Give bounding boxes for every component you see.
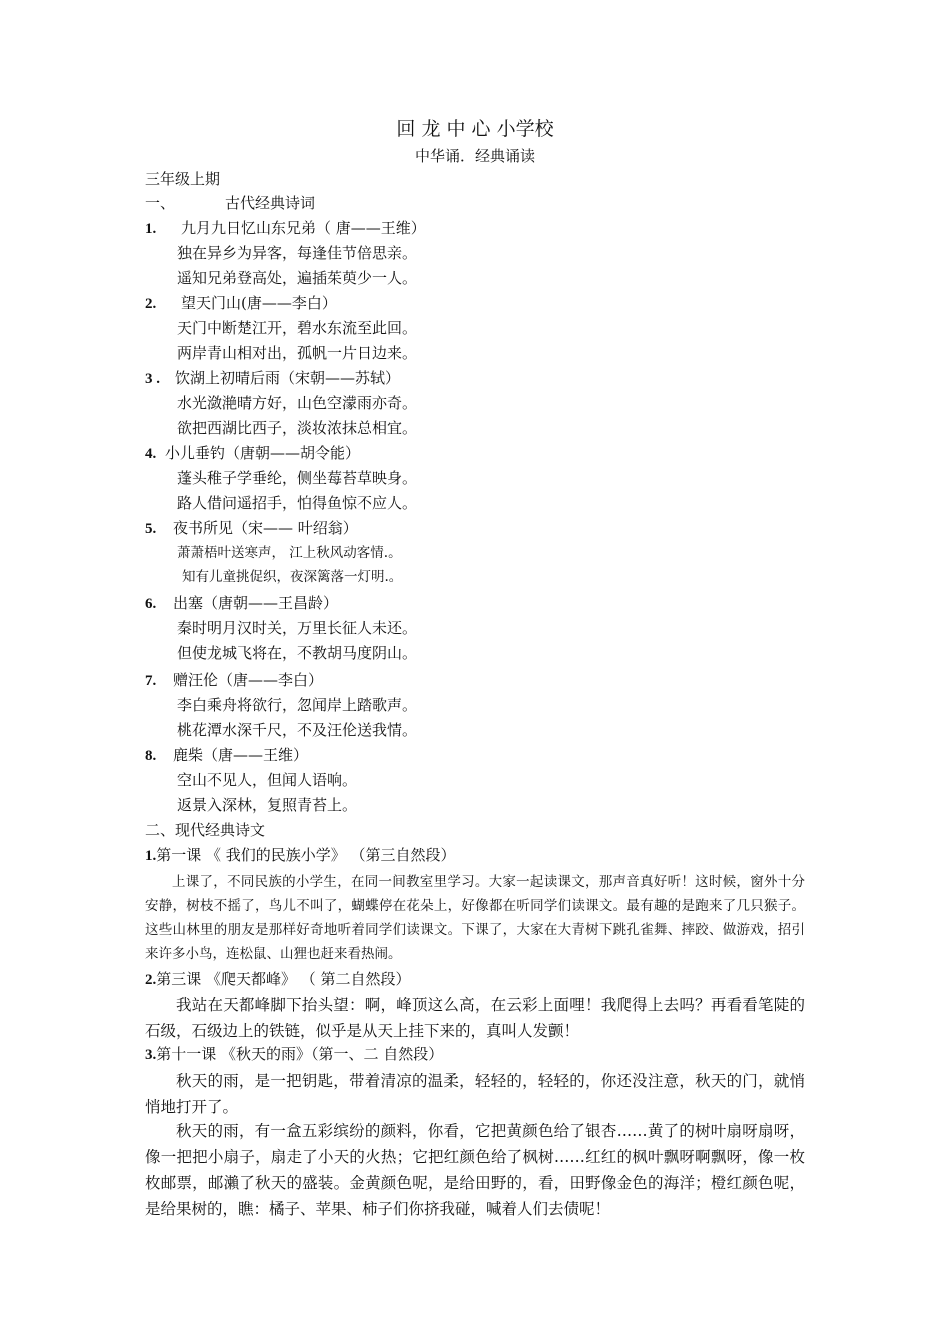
poem-line: 桃花潭水深千尺，不及汪伦送我情。 xyxy=(177,721,418,739)
poem-line: 欲把西湖比西子，淡妆浓抹总相宜。 xyxy=(177,419,418,437)
poem-line: 返景入深林，复照青苔上。 xyxy=(177,796,358,814)
section-2-heading: 二、现代经典诗文 xyxy=(145,821,266,839)
lesson-title-row xyxy=(145,844,456,867)
poem-number: 4. xyxy=(145,446,157,462)
poem-title: 夜书所见（宋—— 叶绍翁） xyxy=(173,519,358,537)
lesson-paragraph: 秋天的雨，有一盒五彩缤纷的颜料，你看，它把黄颜色给了银杏……黄了的树叶扇呀扇呀，像一把把小扇子，扇走了小天的火热；它把红颜色给了枫树……红红的枫叶飘呀啊飘呀，像一枚枚邮票，邮瀨了秋天的盛装。金黄颜色呢，是给田野的，看，田野像金色的海洋；橙红颜色呢，是给果树的，瞧：橘子、苹果、柿子们你挤我碰，喊着人们去债呢！ xyxy=(145,1122,805,1218)
poem-line: 但使龙城飞将在，不教胡马度阴山。 xyxy=(177,644,418,662)
poem-title: 九月九日忆山东兄弟（ 唐——王维） xyxy=(181,219,426,237)
lesson-number: 2. xyxy=(145,972,157,988)
section-1-number: 一、 xyxy=(145,194,176,212)
poem-number: 8. xyxy=(145,748,157,764)
poem-line: 路人借问遥招手，怕得鱼惊不应人。 xyxy=(177,494,418,512)
lesson-number: 3. xyxy=(145,1047,157,1063)
poem-line: 萧萧梧叶送寒声， 江上秋风动客情.。 xyxy=(177,545,402,561)
lesson-title: 第三课 《爬天都峰》 （ 第二自然段） xyxy=(156,970,411,988)
poem-line: 水光潋滟晴方好，山色空濛雨亦奇。 xyxy=(177,394,418,412)
poem-title-row xyxy=(145,292,337,315)
poem-title: 赠汪伦（唐——李白） xyxy=(173,671,324,689)
poem-line: 遥知兄弟登高处，遍插茱萸少一人。 xyxy=(177,269,418,287)
lesson-number: 1. xyxy=(145,848,157,864)
lesson-title: 第一课 《 我们的民族小学》 （第三自然段） xyxy=(156,846,456,864)
poem-title-row xyxy=(145,744,308,767)
poem-line: 空山不见人，但闻人语响。 xyxy=(177,771,358,789)
grade-label: 三年级上期 xyxy=(145,170,221,188)
lesson-title-row xyxy=(145,968,411,991)
poem-line: 知有儿童挑促织，夜深篱落一灯明.。 xyxy=(182,569,403,585)
poem-number: 3 . xyxy=(145,371,160,387)
poem-title-row xyxy=(145,592,338,615)
poem-number: 6. xyxy=(145,596,157,612)
poem-number: 2. xyxy=(145,296,157,312)
lesson-paragraph: 秋天的雨，是一把钥匙，带着清凉的温柔，轻轻的，轻轻的，你还没注意，秋天的门，就悄悄地打开了。 xyxy=(145,1072,805,1116)
section-1-heading xyxy=(145,192,315,214)
poem-title-row xyxy=(145,669,323,692)
poem-line: 秦时明月汉时关，万里长征人未还。 xyxy=(177,619,418,637)
lesson-paragraph: 上课了，不同民族的小学生，在同一间教室里学习。大家一起读课文，那声音真好听！这时候，窗外十分安静，树枝不摇了，鸟儿不叫了，蝴蝶停在花朵上，好像都在听同学们读课文。最有趣的是跑来了几只猴子。这些山林里的朋友是那样好奇地听着同学们读课文。下课了，大家在大青树下跳孔雀舞、摔跤、做游戏，招引来许多小鸟，连松鼠、山狸也赶来看热闹。 xyxy=(145,874,805,962)
poem-title-row xyxy=(145,217,426,240)
poem-line: 独在异乡为异客，每逢佳节倍思亲。 xyxy=(177,244,418,262)
school-title: 回 龙 中 心 小学校 xyxy=(396,118,554,140)
poem-title: 鹿柴（唐——王维） xyxy=(173,746,309,764)
lesson-paragraph: 我站在天都峰脚下抬头望：啊，峰顶这么高，在云彩上面哩！我爬得上去吗？再看看笔陡的石级，石级边上的铁链，似乎是从天上挂下来的，真叫人发颤！ xyxy=(145,996,805,1040)
poem-title: 出塞（唐朝——王昌龄） xyxy=(173,594,339,612)
poem-title-row xyxy=(145,367,400,390)
lesson-title: 第十一课 《秋天的雨》（第一、二 自然段） xyxy=(156,1045,444,1063)
poem-title: 小儿垂钓（唐朝——胡令能） xyxy=(165,444,361,462)
poem-number: 7. xyxy=(145,673,157,689)
poem-title-row xyxy=(145,442,360,465)
poem-line: 两岸青山相对出，孤帆一片日边来。 xyxy=(177,344,418,362)
subtitle: 中华诵．经典诵读 xyxy=(414,147,535,165)
poem-title-row xyxy=(145,517,358,540)
poem-line: 天门中断楚江开，碧水东流至此回。 xyxy=(177,319,418,337)
lesson-title-row xyxy=(145,1043,443,1066)
poem-number: 1. xyxy=(145,221,157,237)
poem-title: 望天门山(唐——李白） xyxy=(181,294,337,312)
poem-title: 饮湖上初晴后雨（宋朝——苏轼） xyxy=(175,369,401,387)
poem-number: 5. xyxy=(145,521,157,537)
poem-line: 李白乘舟将欲行，忽闻岸上踏歌声。 xyxy=(177,696,418,714)
poem-line: 蓬头稚子学垂纶，侧坐莓苔草映身。 xyxy=(177,469,418,487)
section-1-title: 古代经典诗词 xyxy=(225,194,316,212)
